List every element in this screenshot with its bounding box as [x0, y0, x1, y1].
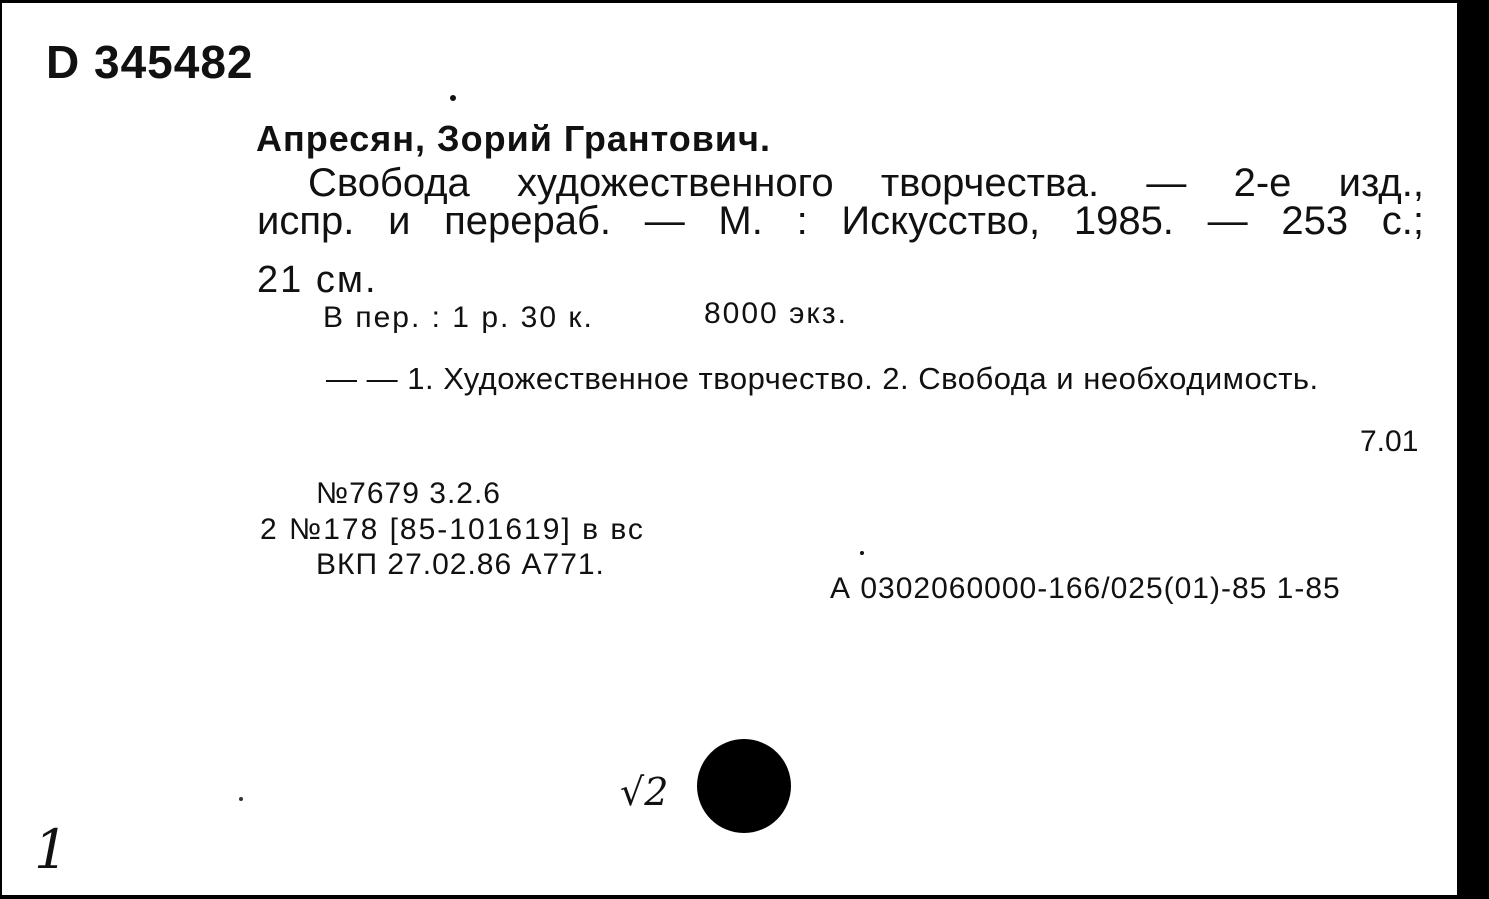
stray-dot — [239, 797, 243, 801]
handwritten-mark: √2 — [620, 770, 669, 814]
catalog-number: А 0302060000-166/025(01)-85 1-85 — [830, 572, 1341, 605]
subject-headings: — — 1. Художественное творчество. 2. Свобода и необходимость. — [326, 361, 1319, 396]
author-heading: Апресян, Зорий Грантович. — [256, 118, 771, 159]
admin-line-3: ВКП 27.02.86 А771. — [316, 548, 605, 581]
price-line: В пер. : 1 р. 30 к. — [323, 301, 594, 334]
card-number-handwritten: 1 — [34, 818, 69, 881]
punch-dot — [697, 739, 791, 833]
description-line-3: 21 см. — [257, 259, 378, 301]
copies-count: 8000 экз. — [704, 297, 848, 330]
call-number: D 345482 — [46, 36, 254, 88]
decorative-dot — [860, 551, 864, 555]
catalog-card — [2, 3, 1457, 895]
card-edge-shadow — [1457, 0, 1489, 899]
admin-line-2: 2 №178 [85-101619] в вс — [260, 513, 645, 546]
admin-line-1: №7679 3.2.6 — [316, 477, 501, 510]
decorative-dot — [450, 95, 456, 101]
description-line-1: Свобода художественного творчества. — 2-е изд., — [308, 161, 1424, 205]
classification-code: 7.01 — [1360, 425, 1419, 458]
description-line-2: испр. и перераб. — М. : Искусство, 1985. — 253 с.; — [257, 199, 1424, 243]
